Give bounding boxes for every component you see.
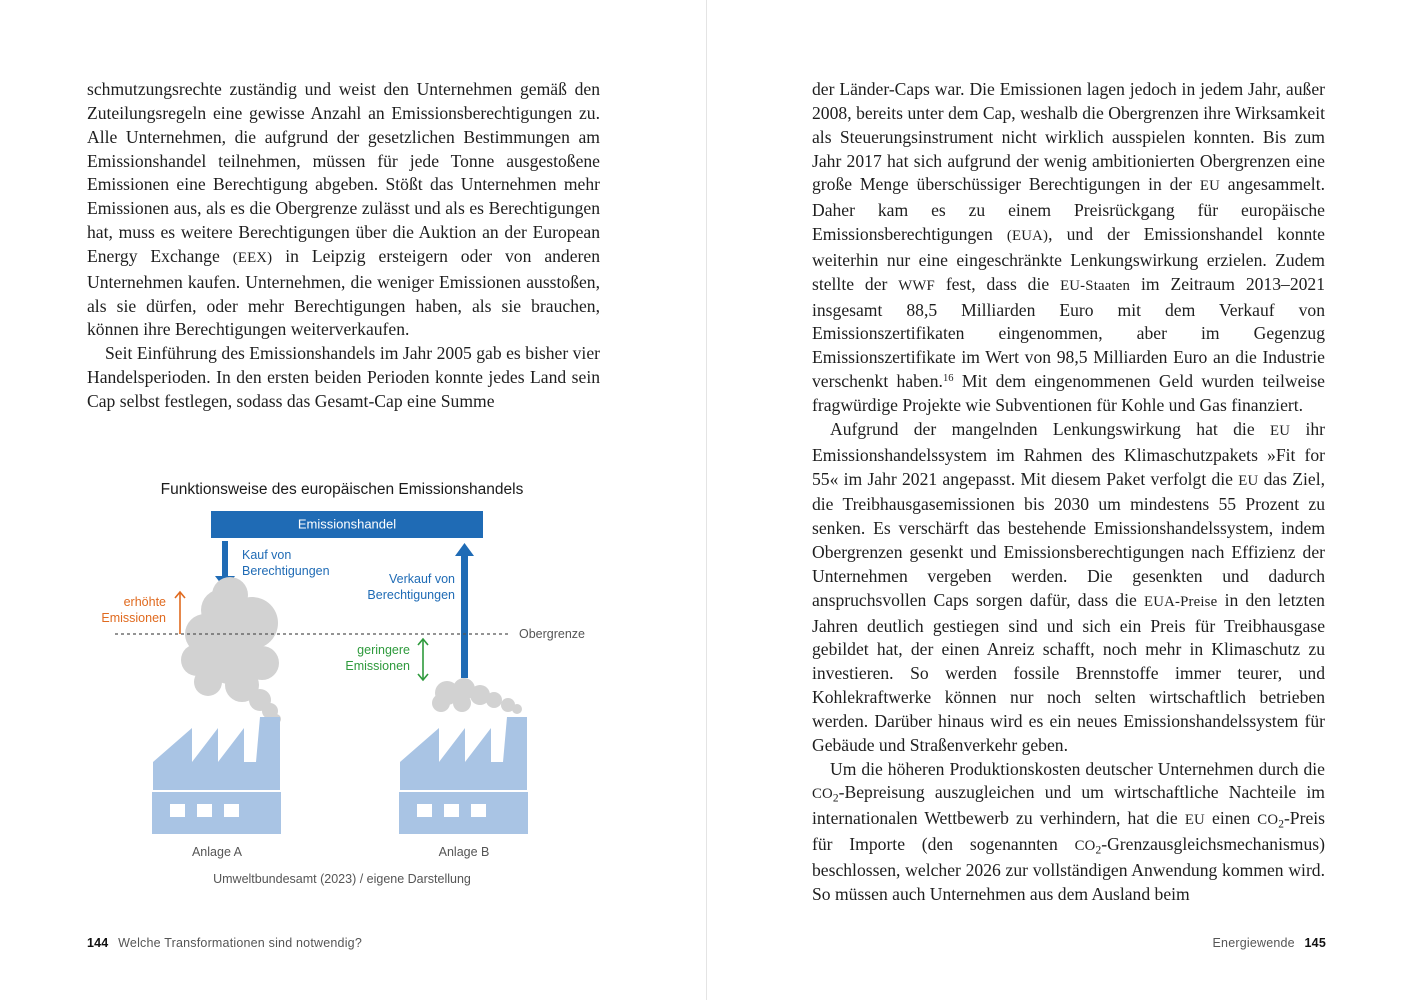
right-paragraph-2: Aufgrund der mangelnden Lenkungswirkung hat die EU ihr Emissionshandelssystem im Rahmen des Klimaschutzpakets »Fit for 55« im Jahr 2021 angepasst. Mit diesem Paket verfolgt die EU das Ziel, die Treibhausgasemissionen bis 2030 um mindestens 55 Prozent zu senken. Es verschärft das bestehende Emissionshandelssystem, indem Obergrenzen gesenkt und Emissionsberechtigungen nach Effizienz der Unternehmen vergeben werden. Die gesenkten und dadurch anspruchsvollen Caps sorgen dafür, dass die EUA-Preise in den letzten Jahren deutlich gestiegen sind und sich ein Preis für Treibhausgase gebildet hat, der einen Anreiz schafft, noch mehr in Klimaschutz zu investieren. So werden fossile Brennstoffe immer teurer, und Kohlekraftwerke können nur noch selten wirtschaftlich betrieben werden. Darüber hinaus wird es ein neues Emissionshandelssystem für Gebäude und Straßenverkehr geben. (812, 418, 1325, 755)
plant-b-label: Anlage B (438, 845, 490, 859)
right-page-text (812, 78, 1325, 907)
figure-source: Umweltbundesamt (2023) / eigene Darstellung (213, 872, 471, 886)
lower-emissions-line2: Emissionen (345, 659, 410, 673)
left-running-title: Welche Transformationen sind notwendig? (118, 936, 362, 950)
cap-label: Obergrenze (519, 627, 586, 641)
left-page-footer (87, 936, 362, 950)
right-page-footer (1213, 936, 1326, 950)
smoke-cloud-a-icon (181, 577, 281, 724)
emissions-trading-label: Emissionshandel (297, 516, 397, 532)
smoke-cloud-b-icon (432, 678, 522, 714)
right-paragraph-1: der Länder-Caps war. Die Emissionen lagen jedoch in jedem Jahr, außer 2008, bereits unter dem Cap, weshalb die Obergrenzen ihre Wirksamkeit als Steuerungsinstrument nicht wirklich ausspielen konnten. Bis zum Jahr 2017 hat sich aufgrund der wenig ambitionierten Obergrenzen eine große Menge überschüssiger Berechtigungen in der EU angesammelt. Daher kam es zu einem Preisrückgang für europäische Emissionsberechtigungen (EUA), und der Emissionshandel konnte weiterhin nur eine eingeschränkte Lenkungswirkung erzielen. Zudem stellte der WWF fest, dass die EU-Staaten im Zeitraum 2013–2021 insgesamt 88,5 Milliarden Euro mit dem Verkauf von Emissionszertifikaten eingenommen, aber im Gegenzug Emissionszertifikate im Wert von 98,5 Milliarden Euro an die Industrie verschenkt haben.$^{16}$ Mit dem eingenommenen Geld wurden teilweise fragwürdige Projekte wie Subventionen für Kohle und Gas finanziert. (812, 79, 1326, 415)
page-gutter (706, 0, 707, 1000)
sell-arrow-icon (455, 543, 474, 678)
lower-emissions-arrow-icon (418, 639, 428, 680)
sell-label-line1: Verkauf von (388, 572, 455, 586)
sell-label-line2: Berechtigungen (367, 588, 455, 602)
higher-emissions-arrow-icon (175, 592, 185, 634)
plant-a-label: Anlage A (191, 845, 243, 859)
left-page-number: 144 (87, 936, 109, 950)
footnote-16: 16 (942, 373, 954, 385)
right-running-title: Energiewende (1212, 936, 1295, 950)
left-paragraph-1: schmutzungsrechte zuständig und weist den Unternehmen gemäß den Zuteilungsregeln eine gewisse Anzahl an Emissionsberechtigungen zu. Alle Unternehmen, die aufgrund der gesetzlichen Bestimmungen am Emissionshandel teilnehmen, müssen für jede Tonne ausgestoßene Emissionen eine Berechtigung abgeben. Stößt das Unternehmen mehr Emissionen aus, als es die Obergrenze zulässt und als es Berechtigungen hat, muss es weitere Berechtigungen über die Auktion an der European Energy Exchange (EEX) in Leipzig ersteigern oder von anderen Unternehmen kaufen. Unternehmen, die weniger Emissionen ausstoßen, als sie dürfen, oder mehr Berechtigungen haben, als sie brauchen, können ihre Berechtigungen weiterverkaufen. (87, 79, 600, 340)
buy-label-line2: Berechtigungen (242, 564, 330, 578)
buy-label-line1: Kauf von (242, 548, 292, 562)
figure-title: Funktionsweise des europäischen Emissionshandels (160, 481, 524, 498)
left-page-text (87, 78, 600, 414)
emissions-trading-diagram (80, 470, 620, 900)
lower-emissions-line1: geringere (357, 643, 410, 657)
factory-a-icon (152, 717, 281, 834)
higher-emissions-line2: Emissionen (101, 611, 166, 625)
factory-b-icon (399, 717, 528, 834)
left-paragraph-2: Seit Einführung des Emissionshandels im Jahr 2005 gab es bisher vier Handelsperioden. In den ersten beiden Perioden konnte jedes Land sein Cap selbst festlegen, sodass das Gesamt-Cap eine Summe (87, 343, 600, 411)
right-page-number: 145 (1304, 936, 1326, 950)
higher-emissions-line1: erhöhte (123, 595, 166, 609)
right-paragraph-3: Um die höheren Produktionskosten deutscher Unternehmen durch die $CO_2$-Bepreisung auszugleichen und um wirtschaftliche Nachteile im internationalen Wettbewerb zu verhindern, hat die EU einen $CO_2$-Preis für Importe (den sogenannten $CO_2-Grenzausgleichsmechanismus$) beschlossen, welcher 2026 zur vollständigen Anwendung kommen wird. So müssen auch Unternehmen aus dem Ausland beim (812, 758, 1325, 904)
